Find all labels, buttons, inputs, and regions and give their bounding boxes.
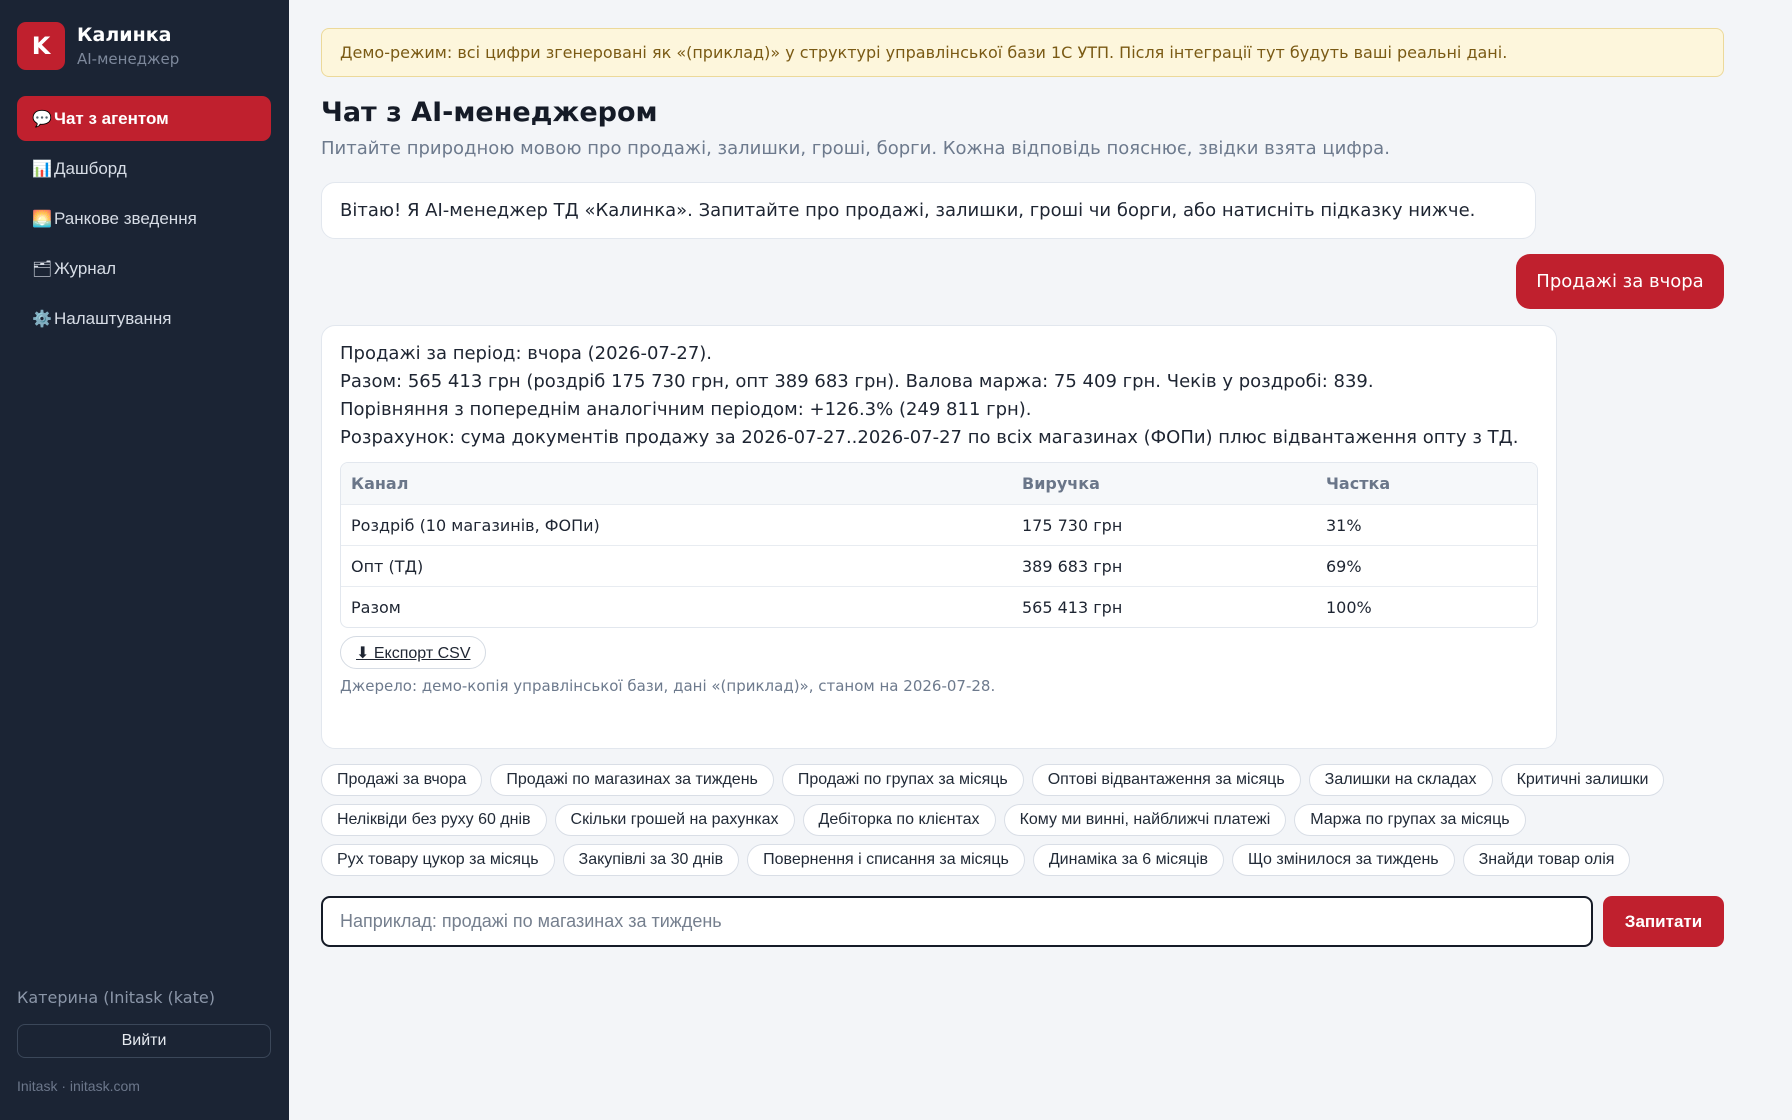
column-header-share: Частка — [1326, 474, 1391, 493]
sidebar-item-dashboard[interactable] — [17, 146, 271, 191]
sidebar-item-label: Чат з агентом — [54, 108, 169, 128]
sidebar-nav — [17, 96, 271, 346]
suggestion-row — [321, 804, 1731, 837]
assistant-greeting-message — [321, 182, 1536, 239]
sidebar-item-label: Журнал — [54, 258, 117, 278]
sunrise-icon: 🌅 — [32, 210, 52, 228]
cell-channel: Разом — [351, 597, 401, 617]
cell-share: 100% — [1326, 597, 1372, 617]
sidebar-item-label: Налаштування — [54, 308, 172, 328]
suggestion-row — [321, 844, 1731, 877]
suggestion-chip[interactable]: Залишки на складах — [1309, 764, 1493, 796]
suggestion-chip[interactable]: Динаміка за 6 місяців — [1033, 844, 1224, 876]
suggestion-chip[interactable]: Оптові відвантаження за місяць — [1032, 764, 1301, 796]
suggestion-chip[interactable]: Продажі по магазинах за тиждень — [490, 764, 774, 796]
suggestion-chip[interactable]: Критичні залишки — [1501, 764, 1665, 796]
suggestion-chip[interactable]: Дебіторка по клієнтах — [803, 804, 996, 836]
suggestion-chip[interactable]: Закупівлі за 30 днів — [563, 844, 740, 876]
logout-button[interactable]: Вийти — [17, 1024, 271, 1058]
brand-logo: K — [17, 22, 65, 70]
answer-line: Розрахунок: сума документів продажу за 2026-07-27..2026-07-27 по всіх магазинах (ФОПи) плюс відвантаження опту з ТД. — [340, 427, 1519, 448]
brand[interactable] — [17, 22, 179, 70]
demo-mode-banner: Демо-режим: всі цифри згенеровані як «(приклад)» у структурі управлінської бази 1С УТП. Після інтеграції тут будуть ваші реальні дані. — [321, 28, 1724, 77]
table-header-row — [341, 463, 1537, 504]
sidebar-footer[interactable]: Initask · initask.com — [17, 1078, 140, 1094]
answer-text — [340, 340, 1538, 452]
page-title: Чат з AI-менеджером — [321, 97, 658, 128]
cell-channel: Роздріб (10 магазинів, ФОПи) — [351, 515, 600, 535]
sidebar-item-label: Дашборд — [54, 158, 127, 178]
suggestion-chip[interactable]: Неліквіди без руху 60 днів — [321, 804, 547, 836]
bar-chart-icon: 📊 — [32, 160, 52, 178]
sales-table — [340, 462, 1538, 628]
table-row — [341, 586, 1537, 627]
sidebar — [0, 0, 289, 1120]
card-index-dividers-icon: 🗂 — [32, 260, 53, 278]
table-row — [341, 545, 1537, 586]
gear-icon: ⚙️ — [32, 310, 52, 328]
suggestion-chip[interactable]: Повернення і списання за місяць — [747, 844, 1025, 876]
cell-share: 69% — [1326, 556, 1362, 576]
brand-subtitle: AI-менеджер — [77, 50, 180, 68]
cell-revenue: 175 730 грн — [1022, 515, 1123, 535]
suggestion-chip[interactable]: Продажі за вчора — [321, 764, 482, 796]
answer-line: Разом: 565 413 грн (роздріб 175 730 грн, опт 389 683 грн). Валова маржа: 75 409 грн. Чеків у роздробі: 839. — [340, 371, 1374, 392]
brand-text — [77, 22, 179, 70]
suggestion-chip[interactable]: Що змінилося за тиждень — [1232, 844, 1455, 876]
user-message: Продажі за вчора — [1516, 254, 1724, 309]
sidebar-item-chat[interactable] — [17, 96, 271, 141]
suggestion-chips — [321, 764, 1731, 884]
table-row — [341, 504, 1537, 545]
cell-share: 31% — [1326, 515, 1362, 535]
assistant-answer-message — [321, 325, 1557, 749]
suggestion-chip[interactable]: Рух товару цукор за місяць — [321, 844, 555, 876]
answer-source-note: Джерело: демо-копія управлінської бази, дані «(приклад)», станом на 2026-07-28. — [340, 677, 996, 695]
suggestion-chip[interactable]: Знайди товар олія — [1463, 844, 1631, 876]
suggestion-chip[interactable]: Маржа по групах за місяць — [1294, 804, 1525, 836]
current-user: Катерина (Initask (kate) — [17, 988, 215, 1007]
sidebar-item-label: Ранкове зведення — [54, 208, 197, 228]
column-header-channel: Канал — [351, 474, 409, 493]
export-csv-button[interactable]: ⬇ Експорт CSV — [340, 636, 486, 669]
column-header-revenue: Виручка — [1022, 474, 1100, 493]
suggestion-chip[interactable]: Продажі по групах за місяць — [782, 764, 1024, 796]
cell-revenue: 389 683 грн — [1022, 556, 1123, 576]
sidebar-item-journal[interactable] — [17, 246, 271, 291]
suggestion-chip[interactable]: Скільки грошей на рахунках — [555, 804, 795, 836]
brand-name: Калинка — [77, 24, 172, 46]
suggestion-chip[interactable]: Кому ми винні, найближчі платежі — [1004, 804, 1287, 836]
answer-line: Продажі за період: вчора (2026-07-27). — [340, 343, 713, 364]
page-subtitle: Питайте природною мовою про продажі, залишки, гроші, борги. Кожна відповідь пояснює, звідки взята цифра. — [321, 138, 1390, 159]
answer-line: Порівняння з попереднім аналогічним періодом: +126.3% (249 811 грн). — [340, 399, 1032, 420]
cell-channel: Опт (ТД) — [351, 556, 424, 576]
suggestion-row — [321, 764, 1731, 797]
message-text: Вітаю! Я AI-менеджер ТД «Калинка». Запитайте про продажі, залишки, гроші чи борги, або натисніть підказку нижче. — [340, 200, 1476, 221]
sidebar-item-settings[interactable] — [17, 296, 271, 341]
cell-revenue: 565 413 грн — [1022, 597, 1123, 617]
ask-button[interactable]: Запитати — [1603, 896, 1724, 947]
sidebar-item-morning-summary[interactable] — [17, 196, 271, 241]
question-input[interactable] — [321, 896, 1593, 947]
speech-bubble-icon: 💬 — [32, 110, 52, 128]
